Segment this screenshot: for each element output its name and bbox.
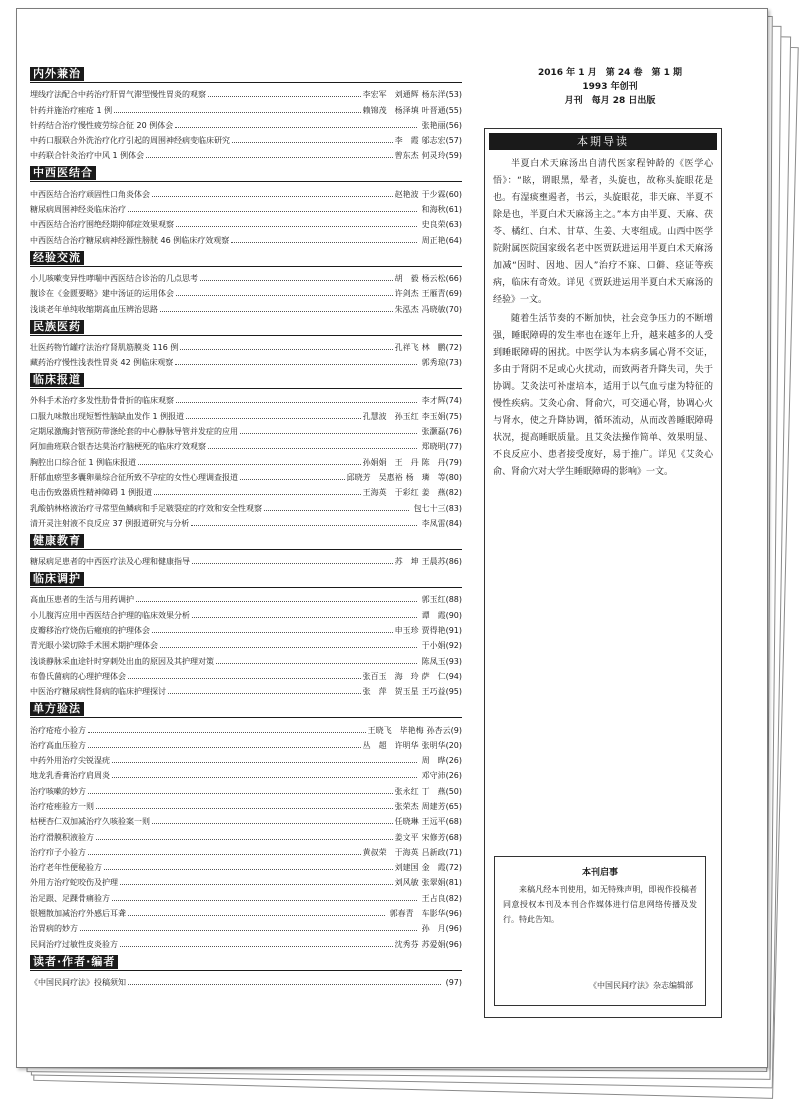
toc-entry[interactable]: [30, 200, 462, 215]
article-authors: 许剑杰: [394, 289, 419, 299]
article-authors: 邱晓芳 吴惠裕: [346, 472, 403, 482]
article-title: 壮医药物竹罐疗法治疗肾肌筋膜炎 116 例: [30, 342, 179, 352]
dot-leader: [146, 157, 392, 158]
author-and-page: 郭秀琼(73): [421, 358, 462, 368]
toc-entry[interactable]: [30, 621, 462, 636]
toc-entry[interactable]: [30, 338, 462, 353]
article-title: 皮瓣移治疗烧伤后瘢痕的护理体会: [30, 626, 150, 636]
dot-leader: [176, 226, 417, 227]
article-title: 《中国民间疗法》投稿须知: [30, 977, 126, 987]
dot-leader: [191, 525, 416, 526]
article-title: 胸腔出口综合征 1 例临床报道: [30, 457, 137, 467]
toc-entry[interactable]: [30, 269, 462, 284]
section-rule: [30, 82, 462, 83]
journal-notice-box: [494, 856, 706, 1006]
dot-leader: [112, 762, 417, 763]
dot-leader: [128, 984, 441, 985]
article-title: 治疗咳嗽的妙方: [30, 786, 86, 796]
author-and-page: 王巧益(95): [421, 687, 462, 697]
article-authors: 孔祥飞: [394, 342, 419, 352]
author-and-page: 包七十三(83): [413, 503, 462, 513]
article-authors: 张 萍 贺玉星: [362, 687, 419, 697]
article-title: 治足跟、足踝骨痛验方: [30, 893, 110, 903]
dot-leader: [200, 280, 393, 281]
article-authors: 申玉珍: [394, 626, 419, 636]
dot-leader: [240, 479, 345, 480]
author-and-page: (97): [445, 977, 462, 987]
author-and-page: 杨东洋(53): [421, 90, 462, 100]
article-title: 针药并施治疗痤疮 1 例: [30, 105, 113, 115]
author-and-page: 王占良(82): [421, 893, 462, 903]
author-and-page: 于少霖(60): [421, 189, 462, 199]
section-heading: 中西医结合: [30, 166, 96, 180]
journal-masthead: [490, 66, 730, 108]
dot-leader: [192, 617, 417, 618]
toc-entry[interactable]: [30, 858, 462, 873]
author-and-page: 李才辉(74): [421, 396, 462, 406]
dot-leader: [160, 311, 393, 312]
article-authors: 李宏军 刘通辉: [362, 90, 419, 100]
dot-leader: [264, 510, 409, 511]
issue-guide-body: [485, 150, 721, 481]
section-rule: [30, 181, 462, 182]
section-rule: [30, 388, 462, 389]
section-heading: 临床调护: [30, 572, 84, 586]
article-title: 枯梗杏仁双加减治疗久咳验案一则: [30, 817, 150, 827]
author-and-page: 邬志宏(57): [421, 136, 462, 146]
author-and-page: 王远平(68): [421, 817, 462, 827]
toc-entry[interactable]: [30, 406, 462, 421]
issue-guide-title: 本期导读: [489, 133, 717, 150]
toc-entry[interactable]: [30, 919, 462, 934]
dot-leader: [120, 884, 393, 885]
toc-entry[interactable]: [30, 736, 462, 751]
article-title: 定期尿激酶封管预防带涤纶套的中心静脉导管并发症的应用: [30, 427, 238, 437]
toc-entry[interactable]: [30, 353, 462, 368]
author-and-page: 陈 丹(79): [421, 457, 462, 467]
table-of-contents: [30, 62, 462, 988]
article-authors: 刘建国: [394, 863, 419, 873]
guide-paragraph: 半夏白术天麻汤出自清代医家程钟龄的《医学心悟》：“眩，谓眼黑，晕者，头旋也，故称头旋眼花是也。有湿痰壅遏者，书云，头旋眼花，非天麻、半夏不除是也，半夏白术天麻汤主之。”本方由半夏、天麻、茯苓、橘红、白术、甘草、生姜、大枣组成。山西中医学院附属医院国家级名老中医贾跃进运用半夏白术天麻汤加减“因时、因地、因人”治疗不寐、口僻、痉证等疾病，临床有奇效。详见《贾跃进运用半夏白术天麻汤的经验》一文。: [493, 159, 713, 305]
notice-signature: 《中国民间疗法》杂志编辑部: [589, 981, 693, 990]
article-title: 肝郁血瘀型多囊卵巢综合征所致不孕症的女性心理调查报道: [30, 472, 238, 482]
section-heading: 临床报道: [30, 373, 84, 387]
dot-leader: [176, 295, 393, 296]
article-authors: 黄叔荣 于海英: [362, 847, 419, 857]
article-title: 银翘散加减治疗外感后耳聋: [30, 909, 126, 919]
dot-leader: [128, 678, 361, 679]
section-heading: 经验交流: [30, 251, 84, 265]
article-title: 阿加曲班联合银杏达莫治疗脑梗死的临床疗效观察: [30, 442, 206, 452]
author-and-page: 何灵玲(59): [421, 151, 462, 161]
article-title: 浅谈老年单纯收缩期高血压辨治思路: [30, 304, 158, 314]
dot-leader: [88, 854, 361, 855]
article-title: 中药口服联合外洗治疗化疗引起的周围神经病变临床研究: [30, 136, 230, 146]
article-title: 治疗滑膜积液验方: [30, 832, 94, 842]
author-and-page: 王雁青(69): [421, 289, 462, 299]
notice-title: 本刊启事: [581, 868, 618, 878]
dot-leader: [160, 647, 417, 648]
dot-leader: [176, 402, 417, 403]
toc-entry[interactable]: [30, 667, 462, 682]
dot-leader: [104, 869, 393, 870]
toc-entry[interactable]: [30, 230, 462, 245]
article-title: 埋线疗法配合中药治疗肝胃气滞型慢性胃炎的观察: [30, 90, 206, 100]
article-authors: 孔慧波 孙玉红: [362, 411, 419, 421]
author-and-page: 冯晓敏(70): [421, 304, 462, 314]
dot-leader: [128, 915, 385, 916]
article-title: 治胃病的妙方: [30, 924, 78, 934]
toc-entry[interactable]: [30, 651, 462, 666]
author-and-page: 姜 燕(82): [421, 488, 462, 498]
toc-entry[interactable]: [30, 483, 462, 498]
dot-leader: [232, 142, 393, 143]
dot-leader: [128, 211, 417, 212]
toc-entry[interactable]: [30, 85, 462, 100]
author-and-page: 和海秋(61): [421, 205, 462, 215]
author-and-page: 陈凤玉(93): [421, 656, 462, 666]
dot-leader: [88, 793, 393, 794]
article-title: 中药联合针灸治疗中风 1 例体会: [30, 151, 145, 161]
dot-leader: [208, 96, 361, 97]
toc-entry[interactable]: [30, 934, 462, 949]
dot-leader: [240, 433, 417, 434]
toc-entry[interactable]: [30, 781, 462, 796]
toc-entry[interactable]: [30, 552, 462, 567]
toc-entry[interactable]: [30, 590, 462, 605]
section-rule: [30, 717, 462, 718]
section-heading: 民族医药: [30, 320, 84, 334]
article-title: 口服九味散出现短暂性脑缺血发作 1 例报道: [30, 411, 185, 421]
author-and-page: 李玉娟(75): [421, 411, 462, 421]
article-title: 外科手术治疗多发性肋骨骨折的临床观察: [30, 396, 174, 406]
article-title: 腹诊在《金匮要略》建中汤证的运用体会: [30, 289, 174, 299]
dot-leader: [168, 693, 361, 694]
frequency-line: 月刊 每月 28 日出版: [564, 96, 656, 106]
author-and-page: 周建芳(65): [421, 801, 462, 811]
dot-leader: [152, 196, 393, 197]
toc-entry[interactable]: [30, 284, 462, 299]
author-and-page: 张翠娟(81): [421, 878, 462, 888]
article-title: 针药结合治疗慢性疲劳综合征 20 例体会: [30, 120, 174, 130]
author-and-page: 林 鹏(72): [421, 342, 462, 352]
section-rule: [30, 549, 462, 550]
author-and-page: 李凤雷(84): [421, 518, 462, 528]
author-and-page: 贾得艳(91): [421, 626, 462, 636]
toc-entry[interactable]: [30, 131, 462, 146]
toc-entry[interactable]: [30, 452, 462, 467]
article-title: 外用方治疗蛇咬伤及护理: [30, 878, 118, 888]
dot-leader: [136, 601, 417, 602]
article-authors: 沈秀芬: [394, 939, 419, 949]
article-title: 藏药治疗慢性浅表性胃炎 42 例临床观察: [30, 358, 174, 368]
toc-entry[interactable]: [30, 468, 462, 483]
section-heading: 内外兼治: [30, 67, 84, 81]
dot-leader: [231, 242, 416, 243]
section-rule: [30, 335, 462, 336]
toc-entry[interactable]: [30, 498, 462, 513]
article-title: 治疗疮痤验方一则: [30, 801, 94, 811]
article-authors: 苏 坤: [394, 557, 419, 567]
author-and-page: 周 晔(26): [421, 756, 462, 766]
toc-entry[interactable]: [30, 422, 462, 437]
toc-entry[interactable]: [30, 751, 462, 766]
section-rule: [30, 587, 462, 588]
article-title: 青光眼小梁切除手术围术期护理体会: [30, 641, 158, 651]
toc-entry[interactable]: [30, 146, 462, 161]
author-and-page: 张艳丽(56): [421, 120, 462, 130]
toc-entry[interactable]: [30, 299, 462, 314]
article-authors: 姜文平: [394, 832, 419, 842]
article-authors: 胡 毅: [394, 273, 419, 283]
author-and-page: 郭玉红(88): [421, 595, 462, 605]
toc-entry[interactable]: [30, 797, 462, 812]
section-heading: 健康教育: [30, 534, 84, 548]
toc-entry[interactable]: [30, 888, 462, 903]
toc-entry[interactable]: [30, 720, 462, 735]
article-title: 小儿咳嗽变异性哮喘中西医结合诊治的几点思考: [30, 273, 198, 283]
author-and-page: 丁 燕(50): [421, 786, 462, 796]
dot-leader: [120, 946, 393, 947]
dot-leader: [180, 349, 392, 350]
toc-entry[interactable]: [30, 682, 462, 697]
article-authors: 赖锦茂 杨泽填: [362, 105, 419, 115]
dot-leader: [88, 747, 361, 748]
toc-entry[interactable]: [30, 904, 462, 919]
author-and-page: 孙 月(96): [421, 924, 462, 934]
founded-line: 1993 年创刊: [582, 82, 638, 92]
author-and-page: 邓守沛(26): [421, 771, 462, 781]
article-title: 糖尿病周围神经炎临床治疗: [30, 205, 126, 215]
article-authors: 张百玉 海 玲: [362, 671, 419, 681]
dot-leader: [192, 563, 393, 564]
article-title: 治疗疮疮小验方: [30, 725, 86, 735]
toc-entry[interactable]: [30, 437, 462, 452]
toc-entry[interactable]: [30, 843, 462, 858]
dot-leader: [96, 839, 393, 840]
article-authors: 任晓琳: [394, 817, 419, 827]
section-heading: 读者·作者·编者: [30, 955, 118, 969]
author-and-page: 宋修芳(68): [421, 832, 462, 842]
toc-entry[interactable]: [30, 766, 462, 781]
author-and-page: 苏爱娟(96): [421, 939, 462, 949]
author-and-page: 杨云松(66): [421, 273, 462, 283]
dot-leader: [216, 663, 417, 664]
toc-entry[interactable]: [30, 973, 462, 988]
toc-entry[interactable]: [30, 812, 462, 827]
toc-entry[interactable]: [30, 514, 462, 529]
article-title: 中药外用治疗尖锐湿疣: [30, 756, 110, 766]
dot-leader: [154, 494, 360, 495]
article-title: 小儿腹泻应用中西医结合护理的临床效果分析: [30, 610, 190, 620]
dot-leader: [112, 900, 417, 901]
notice-body: 来稿凡经本刊使用，如无特殊声明，即视作投稿者同意授权本刊及本刊合作媒体进行信息网络传播及发行。特此告知。: [503, 885, 697, 924]
toc-entry[interactable]: [30, 116, 462, 131]
article-authors: 王海英 于彩红: [362, 488, 419, 498]
toc-entry[interactable]: [30, 873, 462, 888]
article-title: 中医治疗糖尿病性肾病的临床护理探讨: [30, 687, 166, 697]
toc-entry[interactable]: [30, 184, 462, 199]
author-and-page: 王晨苏(86): [421, 557, 462, 567]
author-and-page: 史良荣(63): [421, 220, 462, 230]
article-title: 治疗疖子小验方: [30, 847, 86, 857]
dot-leader: [96, 808, 393, 809]
dot-leader: [152, 823, 393, 824]
section-rule: [30, 266, 462, 267]
article-title: 电击伤致器质性精神障碍 1 例报道: [30, 488, 153, 498]
article-title: 治疗老年性便秘验方: [30, 863, 102, 873]
article-authors: 丛 超 许明华: [362, 740, 419, 750]
author-and-page: 金 霞(72): [421, 863, 462, 873]
dot-leader: [138, 464, 360, 465]
toc-entry[interactable]: [30, 636, 462, 651]
author-and-page: 萨 仁(94): [421, 671, 462, 681]
toc-entry[interactable]: [30, 827, 462, 842]
author-and-page: 吕新政(71): [421, 847, 462, 857]
guide-paragraph: 随着生活节奏的不断加快，社会竞争压力的不断增强，睡眠障碍的发生率也在逐年上升，越来越多的人受到睡眠障碍的困扰。中医学认为本病多属心肾不交证，多由于肾阴不足或心火扰动，而致两者升降失司，失于协调。艾灸法可补虚培本，适用于以气血亏虚为特征的慢性疾病。艾灸心俞、肾俞穴，可交通心肾，协调心火与肾水，使之升降协调，循环流动，从而改善睡眠障碍状况，提高睡眠质量。且艾灸法操作简单、效果明显、不良反应小、患者接受度好，易于推广。详见《艾灸心俞、肾俞穴对大学生睡眠障碍的影响》一文。: [493, 314, 713, 477]
article-authors: 张荣杰: [394, 801, 419, 811]
article-title: 乳酸钠林格液治疗寻常型鱼鳞病和手足皲裂症的疗效和安全性观察: [30, 503, 262, 513]
article-authors: 曾东杰: [394, 151, 419, 161]
dot-leader: [114, 112, 360, 113]
article-authors: 朱泓杰: [394, 304, 419, 314]
article-title: 清开灵注射液不良反应 37 例报道研究与分析: [30, 518, 190, 528]
dot-leader: [186, 418, 360, 419]
dot-leader: [152, 632, 393, 633]
author-and-page: 张明华(20): [421, 740, 462, 750]
article-authors: 刘风敏: [394, 878, 419, 888]
section-rule: [30, 970, 462, 971]
author-and-page: 张灏磊(76): [421, 427, 462, 437]
author-and-page: 郑晓明(77): [421, 442, 462, 452]
dot-leader: [80, 930, 417, 931]
author-and-page: 孙杏云(9): [426, 725, 462, 735]
author-and-page: 杨 璘 等(80): [405, 472, 462, 482]
article-title: 中西医结合治疗糖尿病神经源性膀胱 46 例临床疗效观察: [30, 235, 230, 245]
author-and-page: 叶晋通(55): [421, 105, 462, 115]
dot-leader: [88, 732, 366, 733]
article-title: 布鲁氏菌病的心理护理体会: [30, 671, 126, 681]
article-authors: 孙娟娟 王 丹: [362, 457, 419, 467]
dot-leader: [208, 448, 417, 449]
toc-entry[interactable]: [30, 100, 462, 115]
issue-line: 2016 年 1 月 第 24 卷 第 1 期: [537, 68, 683, 78]
toc-entry[interactable]: [30, 391, 462, 406]
author-and-page: 于小娟(92): [421, 641, 462, 651]
author-and-page: 谭 霞(90): [421, 610, 462, 620]
author-and-page: 周正艳(64): [421, 235, 462, 245]
article-title: 高血压患者的生活与用药调护: [30, 595, 134, 605]
article-authors: 李 霞: [394, 136, 419, 146]
toc-entry[interactable]: [30, 605, 462, 620]
author-and-page: 郭春青 车影华(96): [389, 909, 462, 919]
article-authors: 赵艳波: [394, 189, 419, 199]
dot-leader: [175, 127, 416, 128]
toc-entry[interactable]: [30, 215, 462, 230]
article-title: 中西医结合治疗顽固性口角炎体会: [30, 189, 150, 199]
article-authors: 王晓飞 毕艳梅: [367, 725, 424, 735]
article-title: 糖尿病足患者的中西医疗法及心理和健康指导: [30, 557, 190, 567]
section-heading: 单方验法: [30, 702, 84, 716]
article-title: 治疗高血压验方: [30, 740, 86, 750]
dot-leader: [175, 364, 416, 365]
article-title: 地龙乳香膏治疗肩周炎: [30, 771, 110, 781]
article-title: 中西医结合治疗围绝经期抑郁症效果观察: [30, 220, 174, 230]
dot-leader: [112, 777, 417, 778]
article-title: 民间治疗过敏性皮炎验方: [30, 939, 118, 949]
article-title: 浅谈静脉采血途针时穿刺处出血的原因及其护理对策: [30, 656, 214, 666]
article-authors: 张永红: [394, 786, 419, 796]
